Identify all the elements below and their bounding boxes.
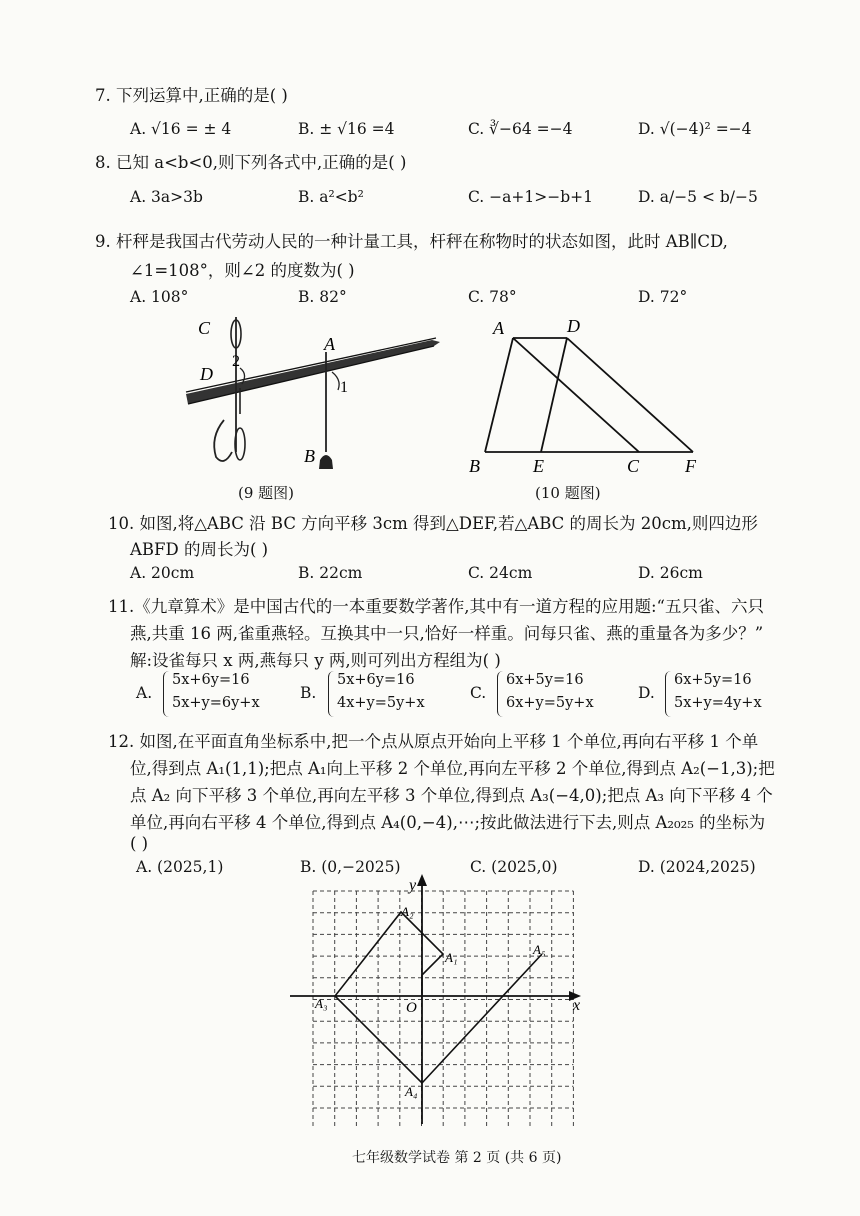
equation: 5x+6y=16 — [337, 672, 415, 688]
q7-option-d: D. √(−4)² =−4 — [638, 120, 752, 138]
q9-option-a: A. 108° — [130, 288, 189, 306]
equation: 6x+y=5y+x — [506, 695, 594, 711]
question-7-stem: 7. 下列运算中,正确的是( ) — [95, 86, 288, 105]
label-a: A — [324, 334, 335, 354]
figure-9-caption: (9 题图) — [238, 484, 295, 502]
label-angle-2: 2 — [232, 353, 240, 370]
q11-option-b-system — [337, 669, 425, 715]
q11-option-a-brace — [163, 671, 170, 717]
label-y: y — [409, 877, 417, 894]
page-footer: 七年级数学试卷 第 2 页 (共 6 页) — [352, 1150, 562, 1166]
label-angle-1: 1 — [340, 379, 348, 396]
label-b: B — [304, 446, 315, 466]
segment-ac — [513, 338, 639, 452]
path-a0-to-a5 — [335, 912, 542, 1083]
weight — [319, 455, 333, 469]
segment-ab — [485, 338, 513, 452]
q11-option-b-brace — [328, 671, 335, 717]
question-12-line4: 单位,再向右平移 4 个单位,得到点 A₄(0,−4),⋯;按此做法进行下去,则点 A₂₀₂₅ 的坐标为 — [130, 813, 766, 832]
label-x: x — [573, 997, 581, 1014]
label-a2: A₂ — [401, 904, 414, 919]
label-a5: A₅ — [533, 942, 546, 957]
q8-option-c: C. −a+1>−b+1 — [468, 188, 593, 206]
label-d: D — [200, 364, 213, 384]
equation: 4x+y=5y+x — [337, 695, 425, 711]
q11-option-c-letter: C. — [470, 684, 487, 702]
label-f: F — [685, 456, 696, 476]
question-9-stem-line2: ∠1=108°，则∠2 的度数为( ) — [130, 261, 355, 280]
label-origin: O — [406, 1000, 417, 1016]
label-a: A — [493, 318, 504, 338]
q7-option-c: C. ∛−64 =−4 — [468, 120, 573, 138]
question-11-stem-line2: 燕,共重 16 两,雀重燕轻。互换其中一只,恰好一样重。问每只雀、燕的重量各为多少？” — [130, 624, 764, 643]
q11-option-a-letter: A. — [136, 684, 153, 702]
q11-option-d-system — [674, 669, 762, 715]
question-12-line5: ( ) — [130, 834, 149, 853]
segment-de — [541, 338, 567, 452]
question-10-stem-line2: ABFD 的周长为( ) — [130, 540, 269, 559]
q12-option-a: A. (2025,1) — [136, 858, 224, 876]
q8-option-a: A. 3a>3b — [130, 188, 203, 206]
label-a3: A₃ — [315, 996, 328, 1011]
q11-option-c-brace — [497, 671, 504, 717]
q7-option-b: B. ± √16 =4 — [298, 120, 395, 138]
q10-option-c: C. 24cm — [468, 564, 533, 582]
q9-option-b: B. 82° — [298, 288, 347, 306]
q12-option-b: B. (0,−2025) — [300, 858, 401, 876]
q11-option-d-letter: D. — [638, 684, 655, 702]
question-10-stem-line1: 10. 如图,将△ABC 沿 BC 方向平移 3cm 得到△DEF,若△ABC 的周长为 20cm,则四边形 — [108, 514, 758, 533]
equation: 5x+y=4y+x — [674, 695, 762, 711]
q10-option-b: B. 22cm — [298, 564, 363, 582]
q8-option-b: B. a²<b² — [298, 188, 364, 206]
equation: 5x+y=6y+x — [172, 695, 260, 711]
q9-option-c: C. 78° — [468, 288, 517, 306]
question-12-line2: 位,得到点 A₁(1,1);把点 A₁向上平移 2 个单位,再向左平移 2 个单位,得到点 A₂(−1,3);把 — [130, 759, 775, 778]
q11-option-c-system — [506, 669, 594, 715]
segment-df — [567, 338, 693, 452]
q10-option-a: A. 20cm — [130, 564, 195, 582]
label-c: C — [627, 456, 640, 476]
q7-option-a: A. √16 = ± 4 — [130, 120, 232, 138]
label-d: D — [567, 316, 580, 336]
q10-option-d: D. 26cm — [638, 564, 703, 582]
label-e: E — [533, 456, 544, 476]
question-12-line1: 12. 如图,在平面直角坐标系中,把一个点从原点开始向上平移 1 个单位,再向右平移 1 个单 — [108, 732, 759, 751]
q9-option-d: D. 72° — [638, 288, 688, 306]
hook — [214, 420, 232, 461]
figure-10-translation — [465, 312, 705, 477]
q11-option-d-brace — [665, 671, 672, 717]
q11-option-b-letter: B. — [300, 684, 317, 702]
figure-9-steelyard — [180, 312, 450, 477]
question-12-line3: 点 A₂ 向下平移 3 个单位,再向左平移 3 个单位,得到点 A₃(−4,0);把点 A₃ 向下平移 4 个 — [130, 786, 773, 805]
dashed-grid — [313, 891, 573, 1127]
label-a1: A₁ — [445, 950, 458, 965]
q12-option-d: D. (2024,2025) — [638, 858, 756, 876]
q8-option-d: D. a/−5 < b/−5 — [638, 188, 758, 206]
question-9-stem-line1: 9. 杆秤是我国古代劳动人民的一种计量工具，杆秤在称物时的状态如图，此时 AB∥CD, — [95, 232, 728, 251]
label-b: B — [469, 456, 480, 476]
y-axis-arrow — [417, 874, 427, 886]
figure-10-caption: (10 题图) — [535, 484, 601, 502]
balance-beam — [186, 340, 440, 404]
label-c: C — [198, 318, 211, 338]
equation: 6x+5y=16 — [674, 672, 752, 688]
question-8-stem: 8. 已知 a<b<0,则下列各式中,正确的是( ) — [95, 153, 407, 172]
equation: 6x+5y=16 — [506, 672, 584, 688]
question-11-stem-line1: 11.《九章算术》是中国古代的一本重要数学著作,其中有一道方程的应用题:“五只雀、六只 — [108, 597, 764, 616]
label-a4: A₄ — [405, 1084, 418, 1099]
q11-option-a-system — [172, 669, 260, 715]
q12-option-c: C. (2025,0) — [470, 858, 558, 876]
question-11-stem-line3: 解:设雀每只 x 两,燕每只 y 两,则可列出方程组为( ) — [130, 651, 501, 670]
figure-12-coordinate-grid — [285, 872, 585, 1127]
equation: 5x+6y=16 — [172, 672, 250, 688]
